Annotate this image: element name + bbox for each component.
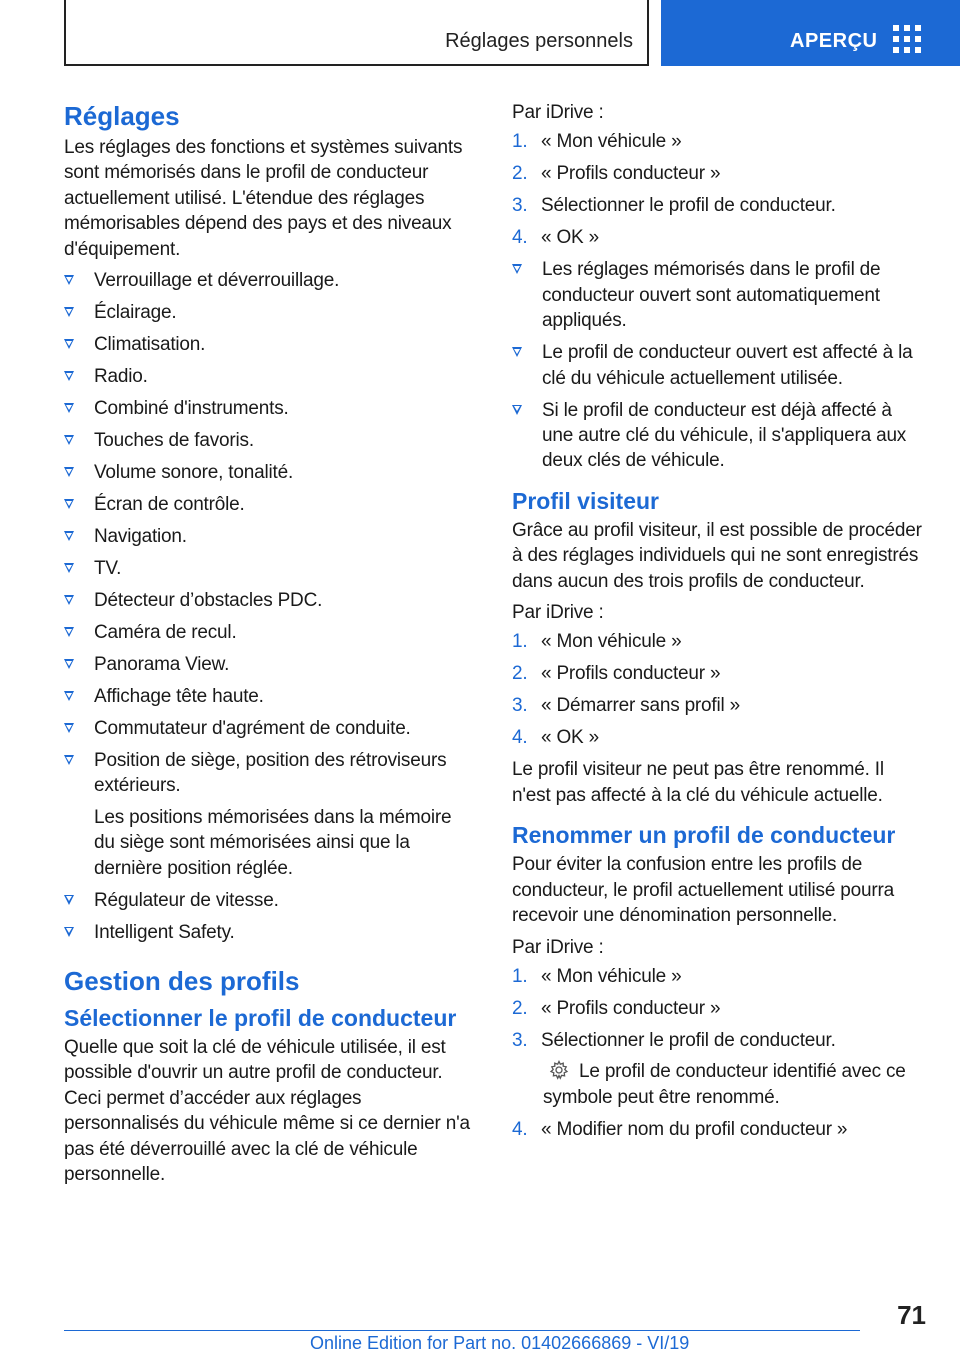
left-column [64, 100, 476, 1194]
list-item: Panorama View. [64, 652, 476, 677]
visiteur-after: Le profil visiteur ne peut pas être renommé. Il n'est pas affecté à la clé du véhicule actuelle. [512, 759, 884, 806]
reglages-list [64, 268, 476, 945]
grid-icon [893, 25, 921, 53]
list-item: Verrouillage et déverrouillage. [64, 268, 476, 293]
triangle-bullet-icon [64, 755, 74, 765]
gear-note: Le profil de conducteur identifié avec ce symbole peut être renommé. [543, 1061, 906, 1108]
triangle-bullet-icon [64, 435, 74, 445]
select-steps [512, 129, 926, 250]
overview-tab[interactable] [661, 0, 960, 66]
triangle-bullet-icon [64, 595, 74, 605]
triangle-bullet-icon [64, 563, 74, 573]
triangle-bullet-icon [64, 499, 74, 509]
select-notes [512, 257, 926, 473]
list-item: Si le profil de conducteur est déjà affecté à une autre clé du véhicule, il s'appliquera aux deux clés de véhicule. [512, 398, 926, 474]
footer-divider [64, 1330, 860, 1331]
gear-icon [549, 1060, 569, 1080]
select-profile-text: Quelle que soit la clé de véhicule utilisée, il est possible d'ouvrir un autre profil de conducteur. Ceci permet d’accéder aux réglages personnalisés du véhicule même si ce dernier n'a pas été déverrouillé avec la clé de véhicule personnelle. [64, 1037, 470, 1186]
list-item: Intelligent Safety. [64, 920, 476, 945]
step-item: 3. « Démarrer sans profil » [512, 695, 740, 717]
triangle-bullet-icon [64, 339, 74, 349]
page-number: 71 [897, 1300, 926, 1330]
header-section-box [64, 0, 649, 66]
triangle-bullet-icon [64, 723, 74, 733]
renommer-steps [512, 964, 926, 1142]
step-item: 4. « OK » [512, 227, 599, 249]
heading-select-profile: Sélectionner le profil de conducteur [64, 1005, 457, 1032]
list-item: Affichage tête haute. [64, 684, 476, 709]
heading-reglages: Réglages [64, 101, 180, 131]
visiteur-text: Grâce au profil visiteur, il est possible de procéder à des réglages individuels qui ne sont enregistrés dans aucun des trois profils de conducteur. [512, 519, 922, 592]
triangle-bullet-icon [64, 307, 74, 317]
list-item: Radio. [64, 364, 476, 389]
list-item: Éclairage. [64, 300, 476, 325]
step-item: 1. « Mon véhicule » [512, 965, 682, 987]
triangle-bullet-icon [512, 405, 522, 415]
list-item: Volume sonore, tonalité. [64, 460, 476, 485]
list-item: Commutateur d'agrément de conduite. [64, 716, 476, 741]
idrive-label: Par iDrive : [512, 602, 604, 624]
idrive-label: Par iDrive : [512, 102, 604, 123]
list-item: Caméra de recul. [64, 620, 476, 645]
step-item: 2. « Profils conducteur » [512, 663, 721, 685]
triangle-bullet-icon [64, 927, 74, 937]
triangle-bullet-icon [64, 627, 74, 637]
visiteur-steps [512, 629, 926, 750]
list-item: Climatisation. [64, 332, 476, 357]
triangle-bullet-icon [512, 264, 522, 274]
triangle-bullet-icon [64, 371, 74, 381]
triangle-bullet-icon [64, 895, 74, 905]
list-item: Régulateur de vitesse. [64, 888, 476, 913]
list-item: Combiné d'instruments. [64, 396, 476, 421]
heading-renommer: Renommer un profil de conducteur [512, 822, 896, 849]
step-item: 3. Sélectionner le profil de conducteur. [512, 195, 836, 217]
list-item: Les réglages mémorisés dans le profil de conducteur ouvert sont automatiquement appliqués. [512, 257, 926, 333]
list-item: Touches de favoris. [64, 428, 476, 453]
idrive-label: Par iDrive : [512, 936, 604, 958]
heading-gestion-profils: Gestion des profils [64, 966, 300, 997]
header-section-title: Réglages personnels [445, 30, 633, 52]
triangle-bullet-icon [512, 347, 522, 357]
list-item: Navigation. [64, 524, 476, 549]
renommer-text: Pour éviter la confusion entre les profils de conducteur, le profil actuellement utilisé pourra recevoir une dénomination personnelle. [512, 854, 895, 927]
step-item: 2. « Profils conducteur » [512, 163, 721, 185]
step-item: 4. « OK » [512, 727, 599, 749]
triangle-bullet-icon [64, 403, 74, 413]
step-item: 1. « Mon véhicule » [512, 131, 682, 153]
list-item: Position de siège, position des rétroviseurs extérieurs. Les positions mémorisées dans la mémoire du siège sont mémorisées ainsi que la dernière position réglée. [64, 748, 476, 881]
list-item: Le profil de conducteur ouvert est affecté à la clé du véhicule actuellement utilisée. [512, 340, 926, 391]
triangle-bullet-icon [64, 659, 74, 669]
step-item: 4. « Modifier nom du profil conducteur » [512, 1118, 848, 1140]
footer-edition: Online Edition for Part no. 01402666869 - VI/19 [310, 1333, 690, 1353]
list-item: TV. [64, 556, 476, 581]
heading-profil-visiteur: Profil visiteur [512, 487, 659, 514]
reglages-intro: Les réglages des fonctions et systèmes suivants sont mémorisés dans le profil de conducteur actuellement utilisé. L'étendue des réglages mémorisables dépend des pays et des niveaux d'équipement. [64, 137, 463, 260]
step-item: 3. Sélectionner le profil de conducteur. Le profil de conducteur identifié avec ce symbole peut être renommé. [512, 1028, 926, 1110]
overview-tab-label: APERÇU [790, 30, 878, 52]
list-item: Écran de contrôle. [64, 492, 476, 517]
triangle-bullet-icon [64, 531, 74, 541]
triangle-bullet-icon [64, 275, 74, 285]
right-column [512, 100, 926, 1149]
list-item: Détecteur d’obstacles PDC. [64, 588, 476, 613]
triangle-bullet-icon [64, 467, 74, 477]
step-item: 2. « Profils conducteur » [512, 997, 721, 1019]
step-item: 1. « Mon véhicule » [512, 631, 682, 653]
triangle-bullet-icon [64, 691, 74, 701]
seat-memory-note: Les positions mémorisées dans la mémoire du siège sont mémorisées ainsi que la dernière position réglée. [94, 806, 452, 879]
